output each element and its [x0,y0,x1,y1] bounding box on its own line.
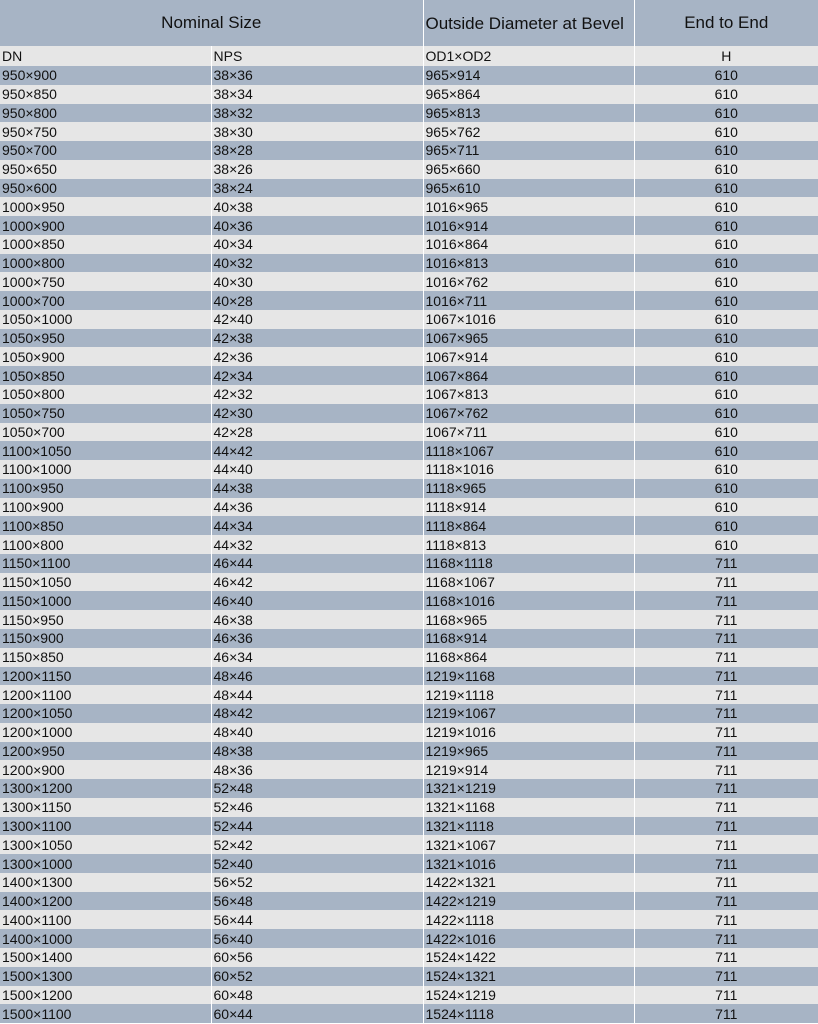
h-cell: 610 [634,141,818,160]
h-cell: 711 [634,1004,818,1023]
dn-cell: 1050×1000 [0,310,211,329]
h-cell: 610 [634,498,818,517]
nps-cell: 38×34 [211,85,423,104]
od-cell: 1118×1067 [423,441,634,460]
od-cell: 1067×1016 [423,310,634,329]
dn-cell: 1000×800 [0,254,211,273]
dn-cell: 1000×900 [0,216,211,235]
dn-cell: 950×600 [0,179,211,198]
nps-cell: 40×32 [211,254,423,273]
table-row [0,85,818,104]
od-cell: 965×610 [423,179,634,198]
nps-cell: 38×30 [211,122,423,141]
od-cell: 965×660 [423,160,634,179]
dn-cell: 1150×850 [0,648,211,667]
h-cell: 711 [634,742,818,761]
nps-cell: 42×32 [211,385,423,404]
dn-cell: 1050×950 [0,329,211,348]
h-cell: 711 [634,704,818,723]
h-cell: 610 [634,291,818,310]
od-cell: 1016×762 [423,272,634,291]
h-cell: 610 [634,516,818,535]
h-cell: 610 [634,310,818,329]
nps-cell: 52×42 [211,835,423,854]
nps-cell: 52×44 [211,817,423,836]
od-cell: 1524×1219 [423,986,634,1005]
od-cell: 1067×711 [423,423,634,442]
od-cell: 1321×1016 [423,854,634,873]
h-header: H [634,46,818,66]
table-row [0,479,818,498]
table-row [0,854,818,873]
table-row [0,66,818,85]
table-row [0,892,818,911]
dn-cell: 1200×900 [0,760,211,779]
h-cell: 610 [634,329,818,348]
table-row [0,742,818,761]
nps-cell: 46×44 [211,554,423,573]
nominal-size-header: Nominal Size [0,0,423,46]
nps-cell: 42×34 [211,366,423,385]
h-cell: 711 [634,554,818,573]
h-cell: 610 [634,197,818,216]
header-row-main [0,0,818,46]
table-row [0,347,818,366]
dn-cell: 1100×900 [0,498,211,517]
nps-header: NPS [211,46,423,66]
od-cell: 1016×965 [423,197,634,216]
nps-cell: 48×44 [211,685,423,704]
table-row [0,873,818,892]
nps-cell: 40×36 [211,216,423,235]
od-cell: 1168×1118 [423,554,634,573]
od-cell: 1168×965 [423,610,634,629]
dn-cell: 950×700 [0,141,211,160]
table-row [0,967,818,986]
h-cell: 610 [634,347,818,366]
od-cell: 1168×1067 [423,573,634,592]
od-cell: 1118×864 [423,516,634,535]
dn-cell: 1100×1000 [0,460,211,479]
table-row [0,629,818,648]
od-cell: 1321×1118 [423,817,634,836]
od-cell: 1321×1219 [423,779,634,798]
dn-cell: 1400×1300 [0,873,211,892]
od-cell: 1321×1067 [423,835,634,854]
h-cell: 610 [634,66,818,85]
h-cell: 711 [634,817,818,836]
table-row [0,141,818,160]
h-cell: 610 [634,235,818,254]
dn-cell: 1150×1100 [0,554,211,573]
od-cell: 1321×1168 [423,798,634,817]
od-cell: 965×914 [423,66,634,85]
h-cell: 610 [634,385,818,404]
dn-cell: 1300×1150 [0,798,211,817]
table-row [0,254,818,273]
dn-cell: 1150×1000 [0,591,211,610]
table-row [0,179,818,198]
od-cell: 1016×864 [423,235,634,254]
dn-header: DN [0,46,211,66]
nps-cell: 44×36 [211,498,423,517]
nps-cell: 48×42 [211,704,423,723]
od-cell: 1118×1016 [423,460,634,479]
nps-cell: 42×38 [211,329,423,348]
nps-cell: 40×38 [211,197,423,216]
table-row [0,272,818,291]
od-cell: 1016×711 [423,291,634,310]
table-row [0,835,818,854]
table-row [0,216,818,235]
od-cell: 1219×965 [423,742,634,761]
table-row [0,404,818,423]
table-row [0,385,818,404]
table-row [0,798,818,817]
od-cell: 1219×1118 [423,685,634,704]
nps-cell: 56×44 [211,910,423,929]
dn-cell: 1000×950 [0,197,211,216]
end-to-end-header: End to End [634,0,818,46]
od-cell: 965×762 [423,122,634,141]
od-cell: 1524×1422 [423,948,634,967]
nps-cell: 46×34 [211,648,423,667]
od-cell: 1016×914 [423,216,634,235]
table-row [0,910,818,929]
h-cell: 711 [634,967,818,986]
dn-cell: 1100×1050 [0,441,211,460]
table-row [0,366,818,385]
table-row [0,648,818,667]
nps-cell: 56×48 [211,892,423,911]
dn-cell: 1000×850 [0,235,211,254]
table-row [0,310,818,329]
h-cell: 610 [634,85,818,104]
od-cell: 1067×813 [423,385,634,404]
table-row [0,817,818,836]
od-cell: 965×864 [423,85,634,104]
dn-cell: 950×650 [0,160,211,179]
nps-cell: 56×52 [211,873,423,892]
nps-cell: 52×48 [211,779,423,798]
table-row [0,104,818,123]
od-cell: 1422×1321 [423,873,634,892]
table-row [0,986,818,1005]
od-cell: 1118×965 [423,479,634,498]
nps-cell: 46×40 [211,591,423,610]
dn-cell: 1150×1050 [0,573,211,592]
header-row-sub [0,46,818,66]
nps-cell: 40×30 [211,272,423,291]
table-row [0,329,818,348]
nps-cell: 60×44 [211,1004,423,1023]
table-row [0,160,818,179]
table-row [0,667,818,686]
h-cell: 610 [634,535,818,554]
dn-cell: 1050×800 [0,385,211,404]
nps-cell: 42×36 [211,347,423,366]
h-cell: 711 [634,929,818,948]
od-cell: 1422×1118 [423,910,634,929]
table-row [0,1004,818,1023]
od-cell: 1422×1016 [423,929,634,948]
h-cell: 610 [634,104,818,123]
nps-cell: 38×32 [211,104,423,123]
h-cell: 711 [634,685,818,704]
outside-diameter-header: Outside Diameter at Bevel [423,0,634,46]
dn-cell: 1150×900 [0,629,211,648]
table-row [0,760,818,779]
dn-cell: 1050×750 [0,404,211,423]
table-row [0,197,818,216]
dn-cell: 1300×1050 [0,835,211,854]
table-row [0,235,818,254]
table-row [0,441,818,460]
h-cell: 711 [634,892,818,911]
table-row [0,929,818,948]
h-cell: 711 [634,667,818,686]
nps-cell: 60×48 [211,986,423,1005]
table-row [0,516,818,535]
table-row [0,498,818,517]
dn-cell: 1050×900 [0,347,211,366]
table-row [0,704,818,723]
dn-cell: 950×800 [0,104,211,123]
dn-cell: 1400×1100 [0,910,211,929]
nps-cell: 38×24 [211,179,423,198]
od-cell: 1422×1219 [423,892,634,911]
dn-cell: 1300×1200 [0,779,211,798]
h-cell: 610 [634,404,818,423]
nps-cell: 52×40 [211,854,423,873]
od-cell: 965×813 [423,104,634,123]
h-cell: 711 [634,629,818,648]
od-cell: 1067×762 [423,404,634,423]
table-row [0,423,818,442]
dn-cell: 1500×1100 [0,1004,211,1023]
h-cell: 610 [634,272,818,291]
nps-cell: 60×56 [211,948,423,967]
od-cell: 1219×1016 [423,723,634,742]
od-cell: 1118×813 [423,535,634,554]
h-cell: 711 [634,760,818,779]
od-cell: 1219×1067 [423,704,634,723]
h-cell: 711 [634,986,818,1005]
nps-cell: 38×36 [211,66,423,85]
h-cell: 610 [634,366,818,385]
h-cell: 610 [634,216,818,235]
od-cell: 1118×914 [423,498,634,517]
dn-cell: 1200×1000 [0,723,211,742]
nps-cell: 44×38 [211,479,423,498]
od-cell: 965×711 [423,141,634,160]
od-cell: 1016×813 [423,254,634,273]
od-cell: 1067×914 [423,347,634,366]
nps-cell: 40×28 [211,291,423,310]
h-cell: 711 [634,591,818,610]
nps-cell: 44×40 [211,460,423,479]
h-cell: 711 [634,835,818,854]
dn-cell: 1050×700 [0,423,211,442]
nps-cell: 40×34 [211,235,423,254]
h-cell: 711 [634,779,818,798]
nps-cell: 48×36 [211,760,423,779]
nps-cell: 60×52 [211,967,423,986]
nps-cell: 46×38 [211,610,423,629]
nps-cell: 56×40 [211,929,423,948]
dn-cell: 1100×850 [0,516,211,535]
dn-cell: 950×850 [0,85,211,104]
h-cell: 711 [634,723,818,742]
nps-cell: 48×40 [211,723,423,742]
nps-cell: 46×42 [211,573,423,592]
table-row [0,460,818,479]
dn-cell: 1050×850 [0,366,211,385]
od-cell: 1219×914 [423,760,634,779]
dn-cell: 1500×1400 [0,948,211,967]
h-cell: 610 [634,160,818,179]
h-cell: 610 [634,460,818,479]
dn-cell: 1300×1000 [0,854,211,873]
dn-cell: 1200×1150 [0,667,211,686]
od-cell: 1168×1016 [423,591,634,610]
od-cell: 1168×864 [423,648,634,667]
table-row [0,122,818,141]
h-cell: 711 [634,610,818,629]
od-cell: 1067×864 [423,366,634,385]
dn-cell: 1100×950 [0,479,211,498]
table-row [0,573,818,592]
od-cell: 1524×1321 [423,967,634,986]
nps-cell: 42×28 [211,423,423,442]
h-cell: 711 [634,573,818,592]
table-body [0,66,818,1023]
od-cell: 1524×1118 [423,1004,634,1023]
h-cell: 711 [634,910,818,929]
h-cell: 711 [634,798,818,817]
nps-cell: 42×40 [211,310,423,329]
dn-cell: 950×750 [0,122,211,141]
nps-cell: 42×30 [211,404,423,423]
table-row [0,779,818,798]
table-row [0,723,818,742]
h-cell: 610 [634,479,818,498]
nps-cell: 44×32 [211,535,423,554]
dn-cell: 1100×800 [0,535,211,554]
od-header: OD1×OD2 [423,46,634,66]
h-cell: 711 [634,648,818,667]
table-row [0,535,818,554]
dn-cell: 1150×950 [0,610,211,629]
nps-cell: 46×36 [211,629,423,648]
table-row [0,610,818,629]
dn-cell: 1200×1050 [0,704,211,723]
dn-cell: 1400×1000 [0,929,211,948]
table-row [0,948,818,967]
dn-cell: 1300×1100 [0,817,211,836]
nps-cell: 52×46 [211,798,423,817]
dn-cell: 950×900 [0,66,211,85]
nps-cell: 48×46 [211,667,423,686]
nps-cell: 48×38 [211,742,423,761]
h-cell: 610 [634,179,818,198]
dn-cell: 1000×750 [0,272,211,291]
dn-cell: 1000×700 [0,291,211,310]
table-row [0,685,818,704]
nps-cell: 38×26 [211,160,423,179]
od-cell: 1168×914 [423,629,634,648]
table-row [0,291,818,310]
nps-cell: 38×28 [211,141,423,160]
od-cell: 1219×1168 [423,667,634,686]
dn-cell: 1200×950 [0,742,211,761]
h-cell: 711 [634,854,818,873]
dn-cell: 1400×1200 [0,892,211,911]
nps-cell: 44×34 [211,516,423,535]
h-cell: 610 [634,122,818,141]
dn-cell: 1500×1200 [0,986,211,1005]
table-row [0,554,818,573]
nps-cell: 44×42 [211,441,423,460]
h-cell: 711 [634,948,818,967]
od-cell: 1067×965 [423,329,634,348]
dn-cell: 1500×1300 [0,967,211,986]
table-row [0,591,818,610]
h-cell: 610 [634,254,818,273]
h-cell: 610 [634,441,818,460]
h-cell: 711 [634,873,818,892]
dn-cell: 1200×1100 [0,685,211,704]
h-cell: 610 [634,423,818,442]
